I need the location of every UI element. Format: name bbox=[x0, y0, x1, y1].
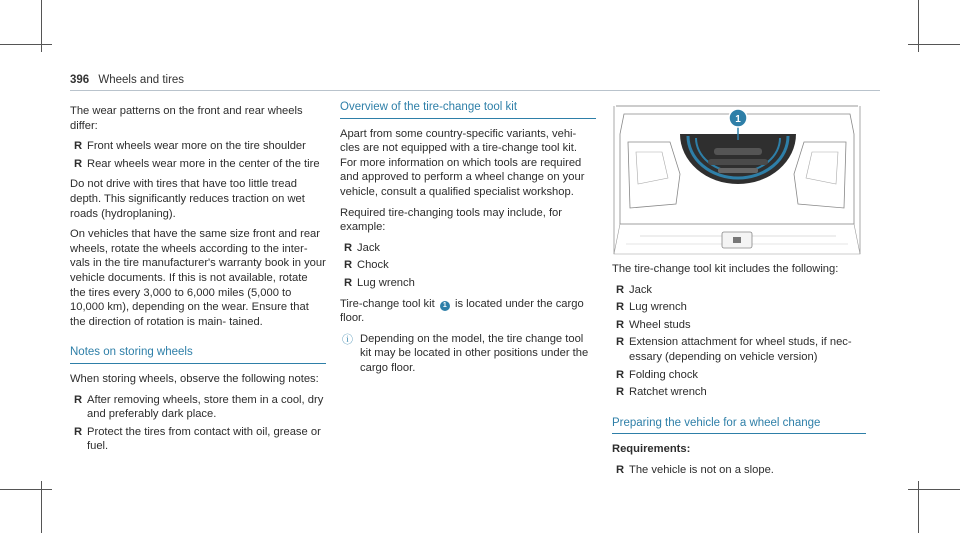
left-column bbox=[70, 104, 326, 460]
bullet-icon: R bbox=[616, 386, 625, 399]
paragraph: Apart from some country-specific variants, vehi- cles are not equipped with a tire-change tool kit. For more information on which tools are required and approved to perform a wheel change on your vehicle, consult a qualified specialist workshop. bbox=[340, 127, 585, 198]
bullet-icon: R bbox=[616, 301, 625, 314]
bullet-icon: R bbox=[344, 241, 353, 254]
list-item: R Lug wrench bbox=[616, 301, 687, 314]
paragraph: Do not drive with tires that have too little tread depth. This significantly reduces traction on wet roads (hydroplaning). bbox=[70, 178, 305, 220]
bullet-icon: R bbox=[74, 157, 83, 170]
paragraph: The tire-change tool kit includes the following: bbox=[612, 263, 839, 275]
right-column bbox=[612, 262, 866, 484]
paragraph: Required tire-changing tools may include, for example: bbox=[340, 206, 563, 234]
bullet-icon: R bbox=[344, 259, 353, 272]
kit-contents-list bbox=[612, 283, 866, 400]
crop-mark bbox=[41, 0, 42, 52]
paragraph: When storing wheels, observe the following notes: bbox=[70, 372, 319, 385]
page-number: 396 bbox=[70, 74, 90, 86]
page-header bbox=[70, 74, 184, 86]
crop-mark bbox=[908, 489, 960, 490]
tool-kit-illustration bbox=[610, 104, 864, 256]
middle-column bbox=[340, 100, 596, 382]
paragraph: On vehicles that have the same size front and rear wheels, rotate the wheels according to the inter- vals in the tire manufacturer's warranty book in your vehicle documents. If this is not available, rotate the tires every 3,000 to 6,000 miles (5,000 to 10,000 km), depending on the wear. Ensure that the direction of rotation is main- tained. bbox=[70, 228, 326, 328]
paragraph: Tire-change tool kit 1 is located under the cargo floor. bbox=[340, 297, 584, 325]
requirements-list bbox=[612, 463, 866, 478]
storage-list bbox=[70, 393, 326, 454]
wear-list bbox=[70, 139, 326, 171]
list-item: R Rear wheels wear more in the center of the tire bbox=[74, 157, 320, 170]
crop-mark bbox=[0, 489, 52, 490]
tools-list bbox=[340, 241, 596, 291]
section-heading: Preparing the vehicle for a wheel change bbox=[612, 416, 866, 435]
list-item: R Chock bbox=[344, 259, 389, 272]
section-heading: Overview of the tire-change tool kit bbox=[340, 100, 596, 119]
list-item: R Jack bbox=[344, 241, 381, 254]
figure-callout-label: 1 bbox=[735, 114, 741, 125]
list-item: R Front wheels wear more on the tire shoulder bbox=[74, 140, 306, 153]
bullet-icon: R bbox=[344, 276, 353, 289]
crop-mark bbox=[918, 481, 919, 533]
header-divider bbox=[70, 90, 880, 91]
list-item: R Folding chock bbox=[616, 368, 699, 381]
bullet-icon: R bbox=[616, 368, 625, 381]
paragraph: The wear patterns on the front and rear wheels differ: bbox=[70, 105, 303, 132]
list-item: R After removing wheels, store them in a cool, dry and preferably dark place. bbox=[74, 393, 324, 421]
list-item: R Lug wrench bbox=[344, 276, 415, 289]
bullet-icon: R bbox=[74, 140, 83, 153]
list-item: R The vehicle is not on a slope. bbox=[616, 463, 774, 476]
info-note: ⓘ Depending on the model, the tire change tool kit may be located in other positions under the cargo floor. bbox=[342, 332, 589, 374]
bullet-icon: R bbox=[616, 318, 625, 331]
bullet-icon: R bbox=[616, 463, 625, 476]
crop-mark bbox=[918, 0, 919, 52]
info-icon: ⓘ bbox=[342, 333, 353, 346]
list-item: R Protect the tires from contact with oil, grease or fuel. bbox=[74, 425, 321, 453]
bullet-icon: R bbox=[74, 393, 83, 406]
list-item: R Wheel studs bbox=[616, 318, 691, 331]
crop-mark bbox=[0, 44, 52, 45]
bullet-icon: R bbox=[74, 425, 83, 438]
list-item: R Jack bbox=[616, 283, 653, 296]
section-title: Wheels and tires bbox=[98, 74, 185, 86]
section-heading: Notes on storing wheels bbox=[70, 345, 326, 364]
callout-badge: 1 bbox=[440, 301, 450, 311]
bullet-icon: R bbox=[616, 336, 625, 349]
list-item: R Extension attachment for wheel studs, if nec- essary (depending on vehicle version) bbox=[616, 336, 852, 363]
list-item: R Ratchet wrench bbox=[616, 386, 707, 399]
crop-mark bbox=[908, 44, 960, 45]
crop-mark bbox=[41, 481, 42, 533]
bullet-icon: R bbox=[616, 283, 625, 296]
requirements-label: Requirements: bbox=[612, 443, 691, 456]
